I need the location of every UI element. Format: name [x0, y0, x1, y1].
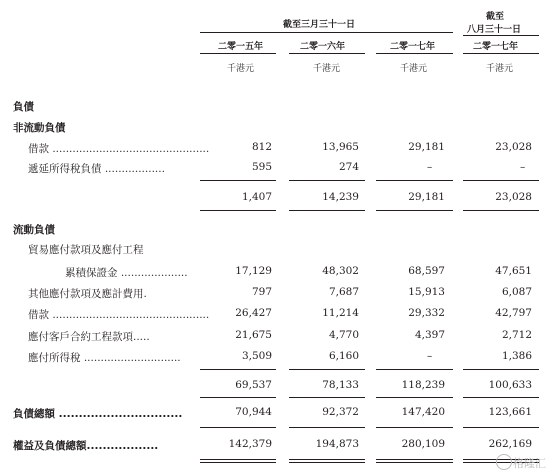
table-cell: 6,160 — [328, 350, 359, 362]
column-header-2016: 二零一六年 — [300, 42, 346, 52]
table-cell: 13,965 — [322, 141, 359, 153]
subtotal-cell: 23,028 — [495, 191, 532, 203]
column-header-2015: 二零一五年 — [218, 42, 264, 52]
row-label: 其他應付款項及應計費用. — [28, 288, 147, 300]
total-cell: 92,372 — [322, 406, 359, 418]
table-cell: 23,028 — [495, 141, 532, 153]
table-cell: 4,397 — [414, 329, 445, 341]
subtotal-cell: 100,633 — [488, 379, 532, 391]
total-equity-liabilities-label: 權益及負債總額.................. — [13, 440, 159, 452]
table-cell: 68,597 — [408, 265, 445, 277]
subtotal-cell: 69,537 — [235, 379, 272, 391]
table-cell: – — [427, 350, 433, 362]
row-label: 借款 ............................................... — [28, 143, 210, 155]
table-cell: 29,332 — [408, 307, 445, 319]
group-header-label: 截至三月三十一日 — [283, 20, 356, 30]
table-cell: 26,427 — [235, 307, 272, 319]
table-cell: 17,129 — [235, 265, 272, 277]
row-label: 應付所得稅 ............................. — [28, 352, 181, 364]
table-cell: 274 — [338, 161, 359, 173]
table-cell: 6,087 — [501, 286, 532, 298]
total-cell: 142,379 — [228, 438, 272, 450]
table-cell: 595 — [251, 161, 272, 173]
unit-label: 千港元 — [227, 64, 255, 74]
total-cell: 70,944 — [235, 406, 272, 418]
table-cell: 11,214 — [322, 307, 359, 319]
subtotal-cell: 118,239 — [401, 379, 445, 391]
total-cell: 280,109 — [401, 438, 445, 450]
subtotal-cell: 29,181 — [408, 191, 445, 203]
table-cell: 15,913 — [408, 286, 445, 298]
table-cell: 812 — [251, 141, 272, 153]
unit-label: 千港元 — [313, 64, 341, 74]
subtotal-cell: 78,133 — [322, 379, 359, 391]
subtotal-cell: 14,239 — [322, 191, 359, 203]
aug-header-line1: 截至 — [486, 12, 505, 22]
table-cell: 1,386 — [501, 350, 532, 362]
non-current-liabilities-heading: 非流動負債 — [13, 122, 66, 134]
row-label: 累積保證金 .................... — [65, 267, 188, 279]
table-cell: 2,712 — [501, 329, 532, 341]
liabilities-heading: 負債 — [13, 101, 34, 113]
row-label: 遞延所得稅負債 .................. — [28, 163, 165, 175]
row-label: 借款 ............................................... — [28, 309, 210, 321]
table-cell: 21,675 — [235, 329, 272, 341]
row-label: 應付客戶合約工程款項..... — [28, 331, 150, 343]
unit-label: 千港元 — [400, 64, 428, 74]
total-cell: 262,169 — [488, 438, 532, 450]
column-header-aug-2017: 二零一七年 — [473, 42, 519, 52]
unit-label: 千港元 — [486, 64, 514, 74]
total-cell: 194,873 — [315, 438, 359, 450]
table-cell: 42,797 — [495, 307, 532, 319]
total-cell: 123,661 — [488, 406, 532, 418]
total-liabilities-label: 負債總額 ............................... — [13, 408, 183, 420]
gelonghui-logo-icon — [496, 454, 512, 470]
table-cell: 48,302 — [322, 265, 359, 277]
table-cell: – — [520, 161, 526, 173]
aug-header-line2: 八月三十一日 — [467, 25, 522, 35]
table-cell: 29,181 — [408, 141, 445, 153]
table-cell: 4,770 — [328, 329, 359, 341]
row-label: 貿易應付款項及應付工程 — [28, 244, 144, 256]
table-cell: 47,651 — [495, 265, 532, 277]
total-cell: 147,420 — [401, 406, 445, 418]
table-cell: – — [427, 161, 433, 173]
table-cell: 7,687 — [328, 286, 359, 298]
table-cell: 797 — [251, 286, 272, 298]
current-liabilities-heading: 流動負債 — [13, 224, 55, 236]
subtotal-cell: 1,407 — [241, 191, 272, 203]
watermark-text: 格隆汇 — [513, 457, 546, 470]
column-header-2017: 二零一七年 — [390, 42, 436, 52]
table-cell: 3,509 — [241, 350, 272, 362]
